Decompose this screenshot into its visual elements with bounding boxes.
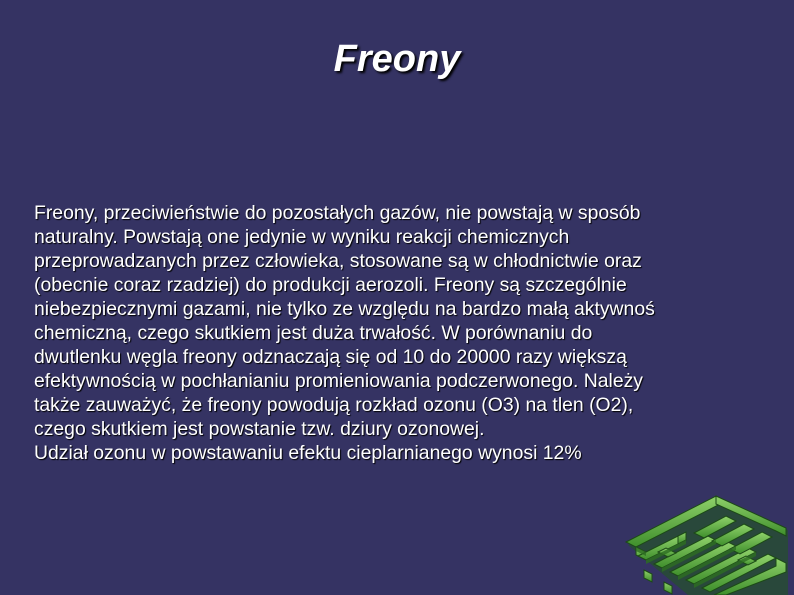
body-line: naturalny. Powstają one jedynie w wyniku reakcji chemicznych — [34, 226, 570, 248]
slide-title: Freony — [333, 38, 461, 80]
green-maze-icon — [618, 490, 788, 595]
body-line: niebezpiecznymi gazami, nie tylko ze względu na bardzo małą aktywnoś — [34, 298, 655, 320]
body-line: dwutlenku węgla freony odznaczają się od 10 do 20000 razy większą — [34, 346, 627, 368]
body-line: Freony, przeciwieństwie do pozostałych gazów, nie powstają w sposób — [34, 202, 641, 224]
slide-body-text — [34, 201, 794, 465]
body-line: czego skutkiem jest powstanie tzw. dziury ozonowej. — [34, 418, 485, 440]
body-line: efektywnością w pochłanianiu promieniowania podczerwonego. Należy — [34, 370, 643, 392]
body-line: także zauważyć, że freony powodują rozkład ozonu (O3) na tlen (O2), — [34, 394, 634, 416]
body-line: przeprowadzanych przez człowieka, stosowane są w chłodnictwie oraz — [34, 250, 642, 272]
body-line: chemiczną, czego skutkiem jest duża trwałość. W porównaniu do — [34, 322, 593, 344]
body-line: Udział ozonu w powstawaniu efektu cieplarnianego wynosi 12% — [34, 442, 582, 464]
body-line: (obecnie coraz rzadziej) do produkcji aerozoli. Freony są szczególnie — [34, 274, 627, 296]
